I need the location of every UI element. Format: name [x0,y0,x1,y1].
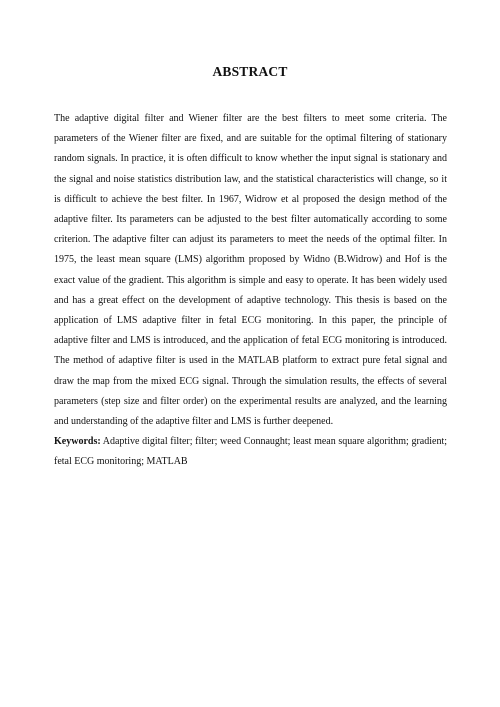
keywords-text: Adaptive digital filter; filter; weed Connaught; least mean square algorithm; gradient; fetal ECG monitoring; MATLAB [54,436,447,468]
abstract-body [54,109,447,473]
keywords-label: Keywords: [54,436,101,448]
page-title: ABSTRACT [212,64,288,79]
keywords-line [54,432,447,472]
abstract-paragraph: The adaptive digital filter and Wiener filter are the best filters to meet some criteria. The parameters of the Wiener filter are fixed, and are suitable for the optimal filtering of stationary random signals. In practice, it is often difficult to know whether the input signal is stationary and the signal and noise statistics distribution law, and the statistical characteristics will change, so it is difficult to achieve the best filter. In 1967, Widrow et al proposed the design method of the adaptive filter. Its parameters can be adjusted to the best filter automatically according to some criterion. The adaptive filter can adjust its parameters to meet the needs of the optimal filter. In 1975, the least mean square (LMS) algorithm proposed by Widno (B.Widrow) and Hof is the exact value of the gradient. This algorithm is simple and easy to operate. It has been widely used and has a great effect on the development of adaptive technology. This thesis is based on the application of LMS adaptive filter in fetal ECG monitoring. In this paper, the principle of adaptive filter and LMS is introduced, and the application of fetal ECG monitoring is introduced. The method of adaptive filter is used in the MATLAB platform to extract pure fetal signal and draw the map from the mixed ECG signal. Through the simulation results, the effects of several parameters (step size and filter order) on the experimental results are analyzed, and the learning and understanding of the adaptive filter and LMS is further deepened. [54,113,447,428]
